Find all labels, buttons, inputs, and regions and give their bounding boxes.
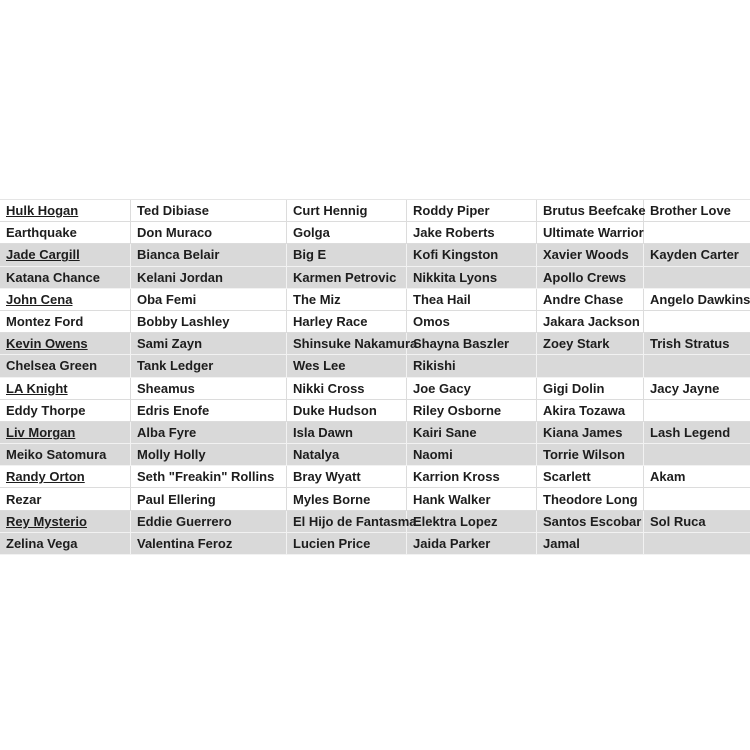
name-cell[interactable]: Isla Dawn [287,422,407,444]
table-row [0,488,750,510]
linked-name-cell[interactable]: Kevin Owens [0,333,131,355]
table-row [0,222,750,244]
name-cell[interactable]: Omos [407,311,537,333]
name-cell[interactable]: Montez Ford [0,311,131,333]
name-cell[interactable]: Thea Hail [407,289,537,311]
name-cell[interactable]: Trish Stratus [644,333,750,355]
name-cell[interactable]: Ted Dibiase [131,200,287,222]
table-row [0,400,750,422]
name-cell[interactable] [644,267,750,289]
name-cell[interactable]: Duke Hudson [287,400,407,422]
name-cell[interactable]: Torrie Wilson [537,444,644,466]
name-cell[interactable]: Riley Osborne [407,400,537,422]
name-cell[interactable]: Elektra Lopez [407,511,537,533]
name-cell[interactable]: Tank Ledger [131,355,287,377]
name-cell[interactable]: Edris Enofe [131,400,287,422]
wrestler-table [0,199,750,555]
name-cell[interactable] [644,533,750,555]
name-cell[interactable]: Akira Tozawa [537,400,644,422]
table-row [0,422,750,444]
name-cell[interactable]: Akam [644,466,750,488]
name-cell[interactable]: Eddie Guerrero [131,511,287,533]
name-cell[interactable]: Brutus Beefcake [537,200,644,222]
name-cell[interactable]: El Hijo de Fantasma [287,511,407,533]
table-row [0,444,750,466]
name-cell[interactable]: Apollo Crews [537,267,644,289]
name-cell[interactable]: Chelsea Green [0,355,131,377]
name-cell[interactable]: Lucien Price [287,533,407,555]
table-row [0,378,750,400]
name-cell[interactable]: Rezar [0,488,131,510]
linked-name-cell[interactable]: Jade Cargill [0,244,131,266]
table-row [0,244,750,266]
name-cell[interactable]: Jake Roberts [407,222,537,244]
table-row [0,355,750,377]
name-cell[interactable]: Jacy Jayne [644,378,750,400]
name-cell[interactable]: Molly Holly [131,444,287,466]
name-cell[interactable]: Harley Race [287,311,407,333]
name-cell[interactable]: Paul Ellering [131,488,287,510]
name-cell[interactable] [644,355,750,377]
table-row [0,200,750,222]
table-row [0,289,750,311]
name-cell[interactable]: Myles Borne [287,488,407,510]
name-cell[interactable]: Santos Escobar [537,511,644,533]
name-cell[interactable] [644,222,750,244]
name-cell[interactable]: Hank Walker [407,488,537,510]
name-cell[interactable]: Jaida Parker [407,533,537,555]
table-row [0,333,750,355]
name-cell[interactable]: Xavier Woods [537,244,644,266]
name-cell[interactable]: Wes Lee [287,355,407,377]
name-cell[interactable]: Brother Love [644,200,750,222]
name-cell[interactable] [537,355,644,377]
linked-name-cell[interactable]: Randy Orton [0,466,131,488]
name-cell[interactable]: Rikishi [407,355,537,377]
name-cell[interactable]: Jakara Jackson [537,311,644,333]
table-row [0,511,750,533]
linked-name-cell[interactable]: Rey Mysterio [0,511,131,533]
linked-name-cell[interactable]: Liv Morgan [0,422,131,444]
name-cell[interactable]: Ultimate Warrior [537,222,644,244]
name-cell[interactable]: Angelo Dawkins [644,289,750,311]
name-cell[interactable]: Meiko Satomura [0,444,131,466]
name-cell[interactable]: Sami Zayn [131,333,287,355]
name-cell[interactable] [644,444,750,466]
name-cell[interactable]: Bobby Lashley [131,311,287,333]
linked-name-cell[interactable]: Hulk Hogan [0,200,131,222]
name-cell[interactable]: Valentina Feroz [131,533,287,555]
name-cell[interactable]: Shayna Baszler [407,333,537,355]
name-cell[interactable]: Andre Chase [537,289,644,311]
name-cell[interactable]: Bianca Belair [131,244,287,266]
name-cell[interactable]: Katana Chance [0,267,131,289]
linked-name-cell[interactable]: LA Knight [0,378,131,400]
name-cell[interactable] [644,488,750,510]
name-cell[interactable]: Zelina Vega [0,533,131,555]
name-cell[interactable]: Kofi Kingston [407,244,537,266]
name-cell[interactable]: Don Muraco [131,222,287,244]
name-cell[interactable]: Seth "Freakin" Rollins [131,466,287,488]
name-cell[interactable]: Shinsuke Nakamura [287,333,407,355]
name-cell[interactable]: Naomi [407,444,537,466]
table-row [0,466,750,488]
name-cell[interactable]: Gigi Dolin [537,378,644,400]
name-cell[interactable]: Curt Hennig [287,200,407,222]
name-cell[interactable] [644,400,750,422]
table-row [0,533,750,555]
name-cell[interactable]: Earthquake [0,222,131,244]
name-cell[interactable]: Eddy Thorpe [0,400,131,422]
name-cell[interactable]: Karmen Petrovic [287,267,407,289]
name-cell[interactable]: Nikki Cross [287,378,407,400]
name-cell[interactable]: Scarlett [537,466,644,488]
name-cell[interactable]: Kayden Carter [644,244,750,266]
name-cell[interactable]: Theodore Long [537,488,644,510]
name-cell[interactable]: Kelani Jordan [131,267,287,289]
name-cell[interactable]: Sheamus [131,378,287,400]
name-cell[interactable]: Natalya [287,444,407,466]
name-cell[interactable]: Joe Gacy [407,378,537,400]
name-cell[interactable]: Golga [287,222,407,244]
name-cell[interactable]: Alba Fyre [131,422,287,444]
name-cell[interactable]: Roddy Piper [407,200,537,222]
table-row [0,311,750,333]
name-cell[interactable]: Nikkita Lyons [407,267,537,289]
name-cell[interactable]: Jamal [537,533,644,555]
linked-name-cell[interactable]: John Cena [0,289,131,311]
name-cell[interactable]: Lash Legend [644,422,750,444]
name-cell[interactable]: Kiana James [537,422,644,444]
name-cell[interactable]: Kairi Sane [407,422,537,444]
name-cell[interactable]: The Miz [287,289,407,311]
name-cell[interactable]: Karrion Kross [407,466,537,488]
name-cell[interactable]: Oba Femi [131,289,287,311]
table-row [0,267,750,289]
name-cell[interactable]: Zoey Stark [537,333,644,355]
name-cell[interactable]: Bray Wyatt [287,466,407,488]
name-cell[interactable] [644,311,750,333]
name-cell[interactable]: Sol Ruca [644,511,750,533]
name-cell[interactable]: Big E [287,244,407,266]
